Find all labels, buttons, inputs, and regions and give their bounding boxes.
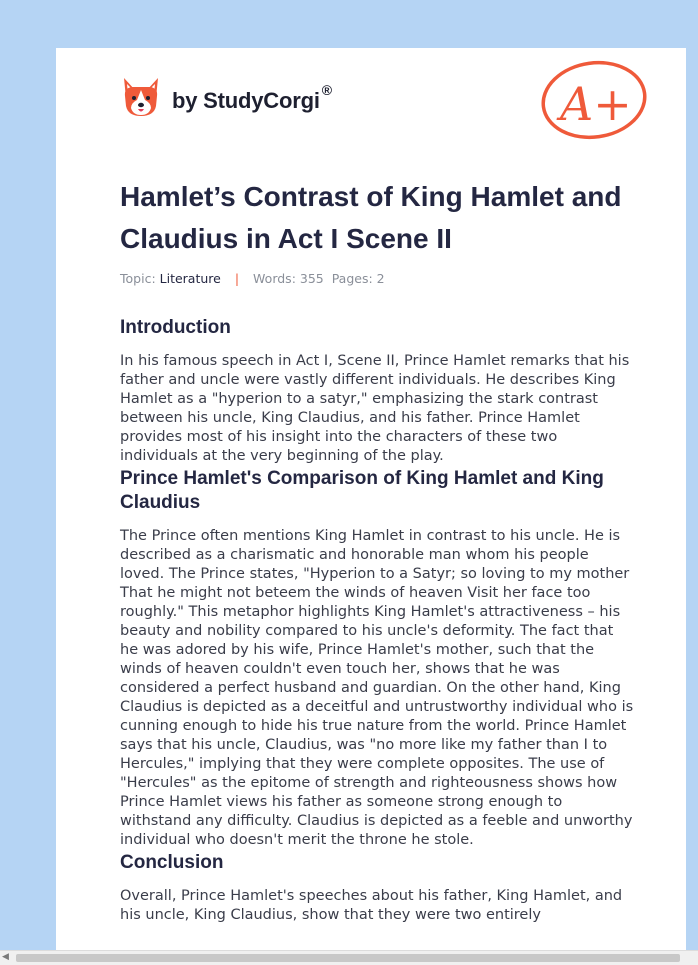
brand-name: by StudyCorgi ® <box>172 82 332 113</box>
grade-badge-icon <box>538 60 650 142</box>
grade-badge-text: A+ <box>560 77 632 131</box>
section-body-comparison: The Prince often mentions King Hamlet in contrast to his uncle. He is described as a charismatic and honorable man whom his people loved. The Prince states, "Hyperion to a Satyr; so loving to my mother That he might not beteem the winds of heaven Visit her face too roughly." This metaphor highlights King Hamlet's attractiveness – his beauty and nobility compared to his uncle's deformity. The fact that he was adored by his wife, Prince Hamlet's mother, such that the winds of heaven couldn't even touch her, shows that he was considered a perfect husband and guardian. On the other hand, King Claudius is depicted as a deceitful and untrustworthy individual who is cunning enough to hide his true nature from the world. Prince Hamlet says that his uncle, Claudius, was "no more like my father than I to Hercules," implying that they were complete opposites. The use of "Hercules" as the epitome of strength and righteousness shows how Prince Hamlet views his father as someone strong enough to withstand any difficulty. Claudius is depicted as a feeble and unworthy individual who doesn't merit the throne he stole. <box>120 528 634 848</box>
article-meta <box>120 270 635 288</box>
word-count: Words: 355 <box>253 271 324 286</box>
document-page <box>56 48 686 950</box>
section-heading-introduction: Introduction <box>120 317 231 338</box>
scroll-thumb[interactable] <box>16 954 680 962</box>
article <box>120 176 635 925</box>
topic-label: Topic: <box>120 271 156 286</box>
section-body-conclusion: Overall, Prince Hamlet's speeches about his father, King Hamlet, and his uncle, King Claudius, show that they were two entirely <box>120 888 623 923</box>
horizontal-scrollbar[interactable] <box>0 950 698 965</box>
meta-separator: | <box>234 271 240 286</box>
corgi-icon <box>120 76 162 120</box>
section-body-introduction: In his famous speech in Act I, Scene II, Prince Hamlet remarks that his father and uncle were vastly different individuals. He describes King Hamlet as a "hyperion to a satyr," emphasizing the stark contrast between his uncle, King Claudius, and his father. Prince Hamlet provides most of his insight into the characters of these two individuals at the very beginning of the play. <box>120 353 630 464</box>
section-heading-comparison: Prince Hamlet's Comparison of King Hamlet and King Claudius <box>120 468 604 513</box>
studycorgi-logo[interactable] <box>120 76 332 120</box>
topic-link[interactable]: Literature <box>159 271 221 286</box>
article-title: Hamlet’s Contrast of King Hamlet and Claudius in Act I Scene II <box>120 181 622 254</box>
section-heading-conclusion: Conclusion <box>120 852 224 873</box>
scroll-left-icon[interactable]: ◀ <box>2 952 9 962</box>
page-header <box>120 76 650 140</box>
page-count: Pages: 2 <box>331 271 385 286</box>
